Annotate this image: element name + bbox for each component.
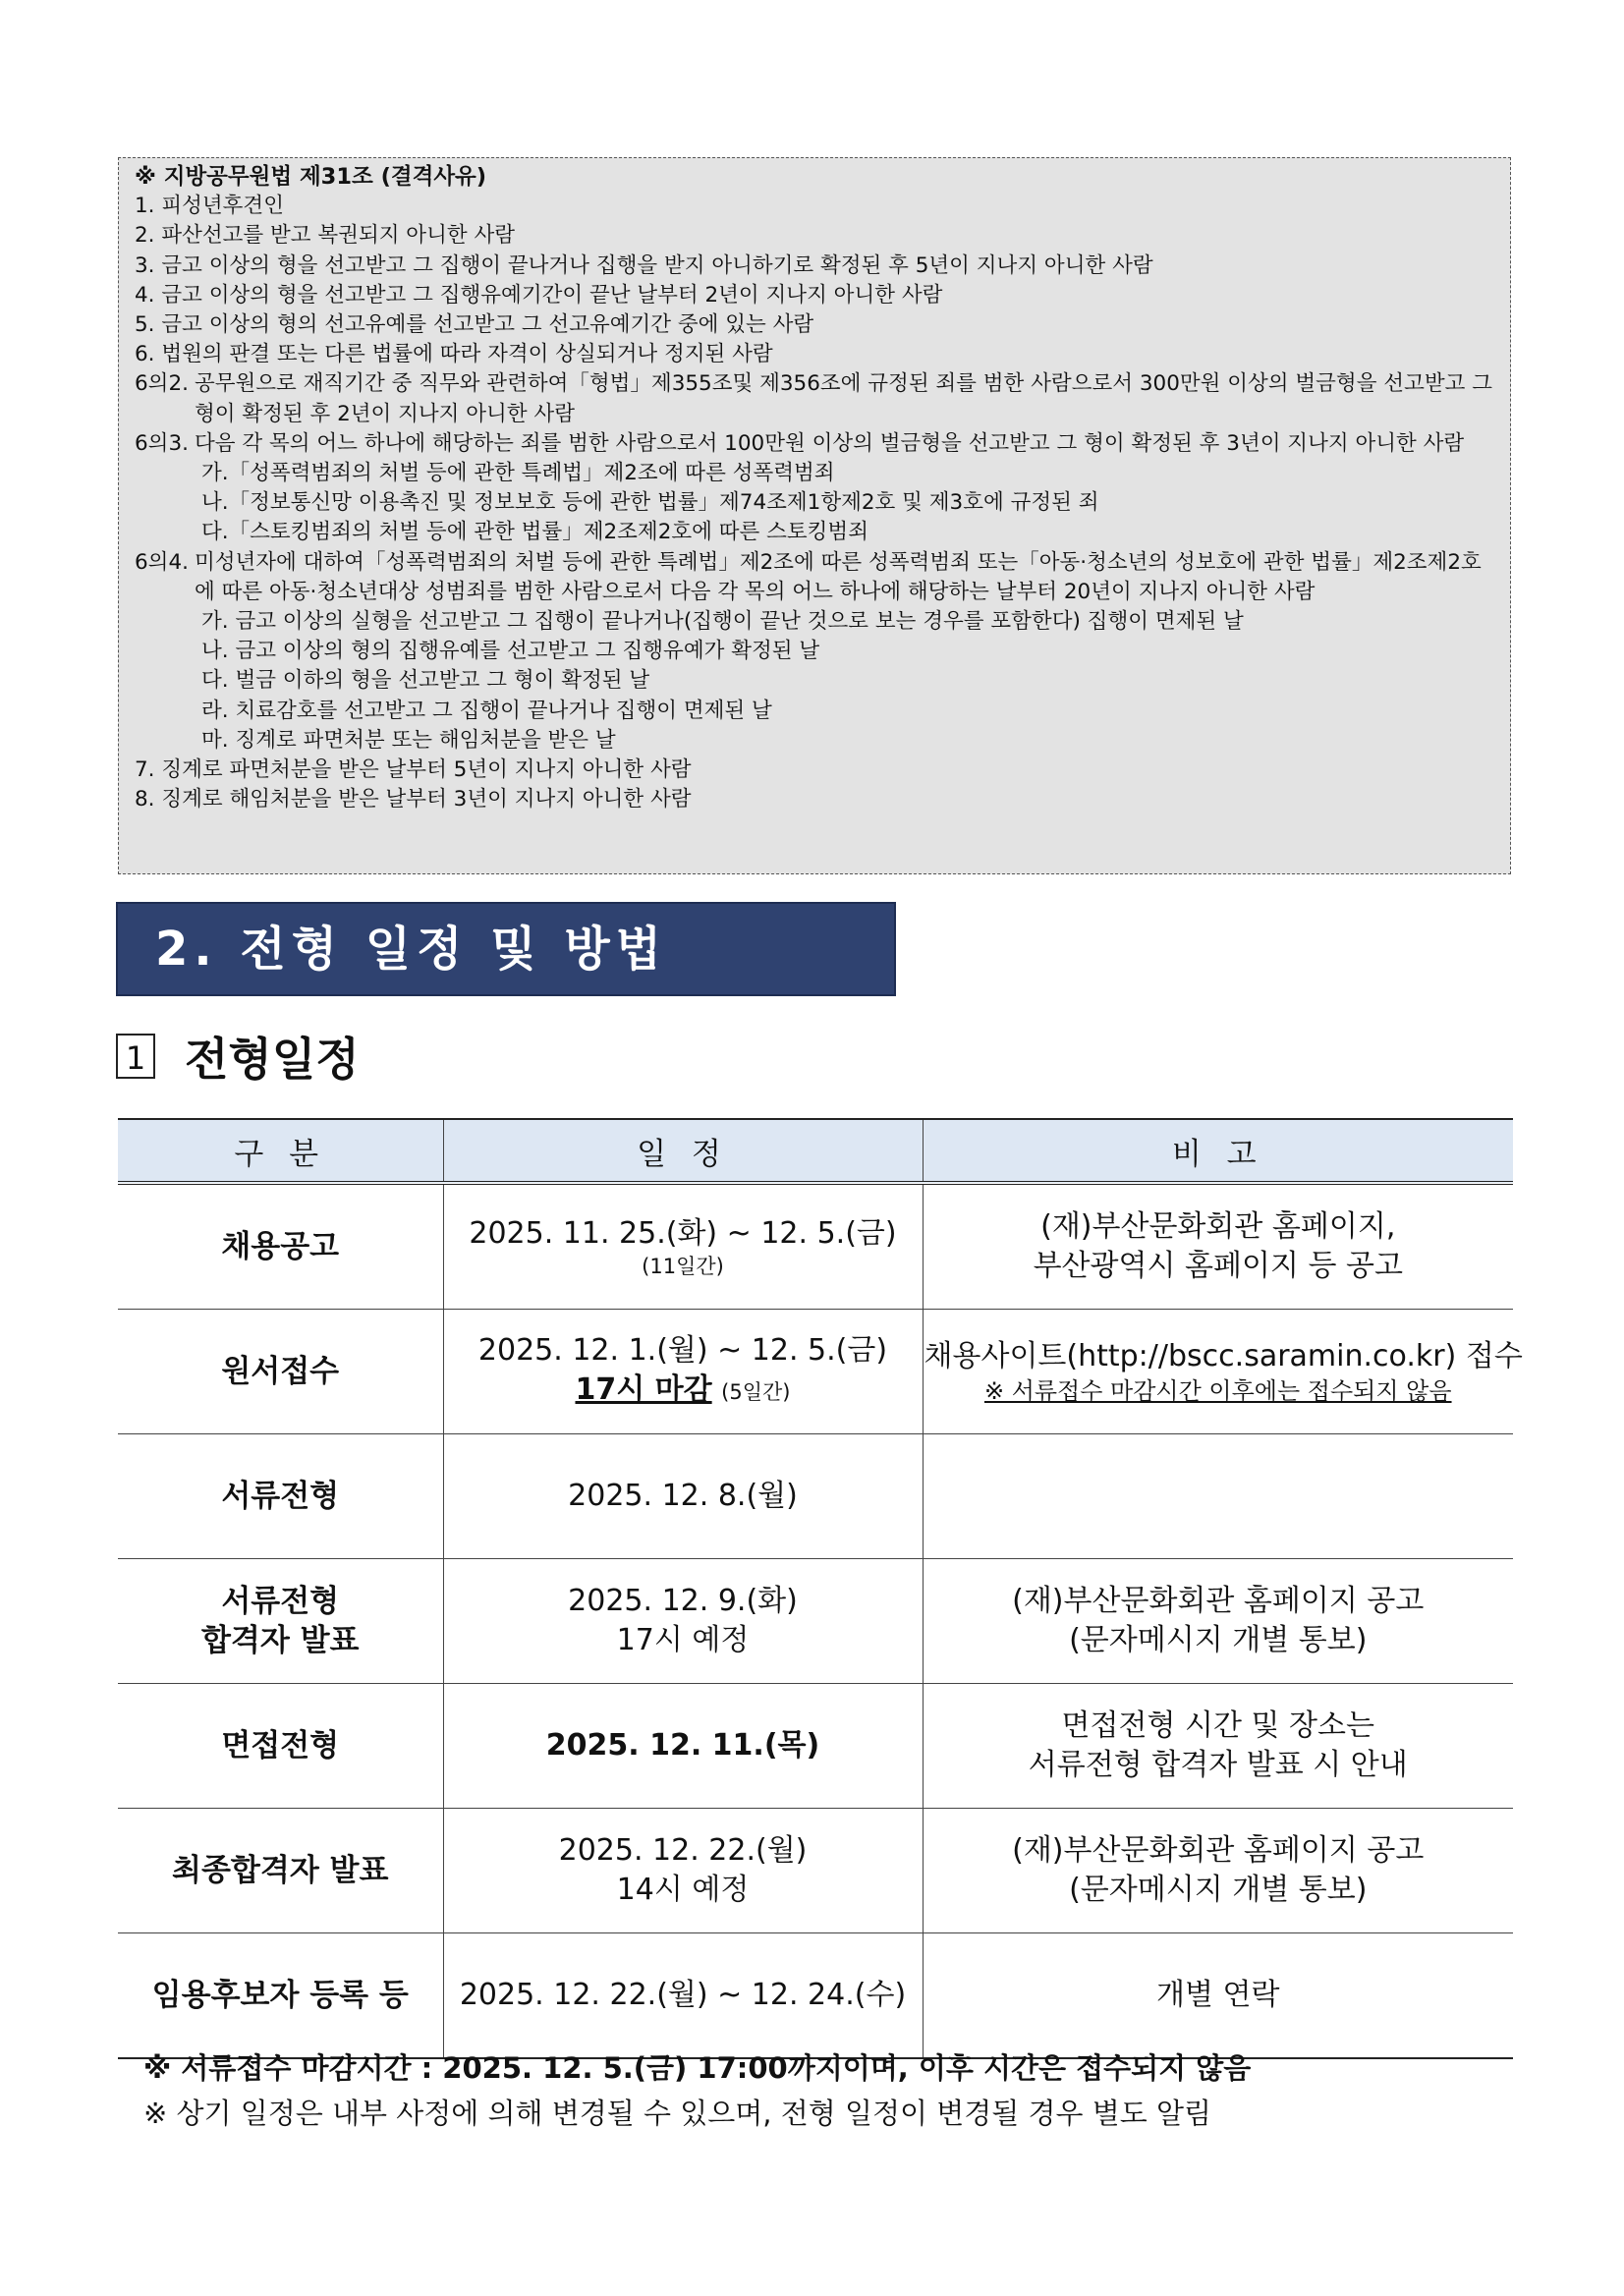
table-header-row [118,1119,1513,1183]
disqualification-item: 6. 법원의 판결 또는 다른 법률에 따라 자격이 상실되거나 정지된 사람 [135,342,773,367]
note-warning: ※ 서류접수 마감시간 이후에는 접수되지 않음 [983,1377,1452,1405]
row-note [923,1684,1513,1809]
note-line: 개별 연락 [1156,1978,1280,2012]
disqualification-item-6-2 [135,369,1496,428]
disqualification-subitem: 다.「스토킹범죄의 처벌 등에 관한 법률」제2조제2호에 따른 스토킹범죄 [201,520,868,545]
date-deadline-line [445,1371,922,1412]
disqualification-subitem: 다. 벌금 이하의 형을 선고받고 그 형이 확정된 날 [201,668,650,694]
note-line: 면접전형 시간 및 장소는 [1061,1708,1374,1743]
header-category: 구 분 [118,1119,443,1183]
date-text: 2025. 12. 1.(월) ~ 12. 5.(금) [477,1333,888,1368]
date-duration: (5일간) [721,1380,791,1404]
subsection-title: 전형일정 [185,1033,360,1086]
date-text: 2025. 12. 22.(월) ~ 12. 24.(수) [459,1978,907,2012]
disqualification-item: 3. 금고 이상의 형을 선고받고 그 집행이 끝나거나 집행을 받지 아니하기로 확정된 후 5년이 지나지 아니한 사람 [135,252,1153,278]
note-line: 채용사이트(http://bscc.saramin.co.kr) 접수 [924,1339,1523,1373]
row-date [443,1809,923,1933]
note-line: (재)부산문화회관 홈페이지, [1040,1209,1396,1244]
section-title: 2. 전형 일정 및 방법 [116,902,896,996]
row-note [923,1559,1513,1684]
row-date [443,1434,923,1559]
row-date [443,1559,923,1684]
table-row [118,1434,1513,1559]
disqualification-item-6-3 [135,429,1496,459]
header-note: 비 고 [923,1119,1513,1183]
note-line: 서류전형 합격자 발표 시 안내 [1028,1748,1408,1782]
disqualification-subitem: 가.「성폭력범죄의 처벌 등에 관한 특례법」제2조에 따른 성폭력범죄 [201,461,835,486]
row-category: 채용공고 [118,1183,443,1310]
note-line: (문자메시지 개별 통보) [1069,1623,1368,1657]
row-note [923,1809,1513,1933]
row-category [118,1559,443,1684]
item-text: 미성년자에 대하여「성폭력범죄의 처벌 등에 관한 특례법」제2조에 따른 성폭력범죄 또는「아동·청소년의 성보호에 관한 법률」제2조제2호에 따른 아동·청소년대상 성범죄를 범한 사람으로서 다음 각 목의 어느 하나에 해당하는 날부터 20년이 지나지 아니한 사람 [194,549,1482,604]
disqualification-title: ※ 지방공무원법 제31조 (결격사유) [135,164,487,190]
change-note: ※ 상기 일정은 내부 사정에 의해 변경될 수 있으며, 전형 일정이 변경될 경우 별도 알림 [143,2097,1212,2130]
row-date [443,1933,923,2059]
row-category: 면접전형 [118,1684,443,1809]
date-text: 2025. 12. 9.(화) [568,1584,798,1618]
date-text: 2025. 12. 22.(월) [558,1833,808,1868]
item-number: 6의2. [135,371,189,397]
table-row [118,1310,1513,1434]
row-note [923,1434,1513,1559]
subsection-number: 1 [116,1034,155,1079]
table-row [118,1684,1513,1809]
item-text: 공무원으로 재직기간 중 직무와 관련하여「형법」제355조및 제356조에 규정된 죄를 범한 사람으로서 300만원 이상의 벌금형을 선고받고 그 형이 확정된 후 2년이 지나지 아니한 사람 [194,371,1492,426]
deadline-note: ※ 서류접수 마감시간 : 2025. 12. 5.(금) 17:00까지이며, 이후 시간은 접수되지 않음 [143,2051,1252,2085]
disqualification-box [118,157,1511,874]
row-date [443,1684,923,1809]
date-time: 14시 예정 [616,1873,750,1907]
schedule-table [118,1118,1523,2059]
disqualification-item: 5. 금고 이상의 형의 선고유예를 선고받고 그 선고유예기간 중에 있는 사람 [135,312,814,338]
schedule-notes [143,2045,1251,2136]
date-duration: (11일간) [642,1255,724,1278]
item-number: 6의4. [135,549,189,575]
row-date [443,1183,923,1310]
date-deadline: 17시 마감 [575,1372,712,1407]
disqualification-item: 1. 피성년후견인 [135,194,284,219]
disqualification-item: 8. 징계로 해임처분을 받은 날부터 3년이 지나지 아니한 사람 [135,787,692,812]
table-row [118,1809,1513,1933]
row-category: 서류전형 [118,1434,443,1559]
header-date: 일 정 [443,1119,923,1183]
row-category: 원서접수 [118,1310,443,1434]
subsection-header [116,1022,360,1091]
date-text: 2025. 12. 8.(월) [568,1479,798,1513]
row-date [443,1310,923,1434]
date-text: 2025. 11. 25.(화) ~ 12. 5.(금) [469,1216,897,1251]
item-text: 다음 각 목의 어느 하나에 해당하는 죄를 범한 사람으로서 100만원 이상의 벌금형을 선고받고 그 형이 확정된 후 3년이 지나지 아니한 사람 [194,430,1465,456]
disqualification-subitem: 나. 금고 이상의 형의 집행유예를 선고받고 그 집행유예가 확정된 날 [201,639,820,664]
table-row [118,1933,1513,2059]
disqualification-item: 4. 금고 이상의 형을 선고받고 그 집행유예기간이 끝난 날부터 2년이 지나지 아니한 사람 [135,282,943,308]
table-row [118,1559,1513,1684]
note-line: (재)부산문화회관 홈페이지 공고 [1012,1833,1425,1868]
disqualification-item-6-4 [135,548,1496,607]
date-time: 17시 예정 [616,1623,750,1657]
item-number: 6의3. [135,430,189,456]
row-note [923,1933,1513,2059]
note-line: (문자메시지 개별 통보) [1069,1873,1368,1907]
disqualification-subitem: 라. 치료감호를 선고받고 그 집행이 끝나거나 집행이 면제된 날 [201,698,772,723]
category-line: 합격자 발표 [200,1623,360,1658]
row-category: 임용후보자 등록 등 [118,1933,443,2059]
date-text: 2025. 12. 11.(목) [545,1728,820,1763]
disqualification-subitem: 마. 징계로 파면처분 또는 해임처분을 받은 날 [201,727,616,753]
disqualification-subitem: 가. 금고 이상의 실형을 선고받고 그 집행이 끝나거나(집행이 끝난 것으로 보는 경우를 포함한다) 집행이 면제된 날 [201,609,1244,635]
row-note [923,1183,1513,1310]
row-note [923,1310,1523,1434]
note-line: (재)부산문화회관 홈페이지 공고 [1012,1584,1425,1618]
disqualification-item: 7. 징계로 파면처분을 받은 날부터 5년이 지나지 아니한 사람 [135,757,692,783]
category-line: 서류전형 [221,1584,340,1619]
note-line: 부산광역시 홈페이지 등 공고 [1033,1249,1403,1283]
table-row [118,1183,1513,1310]
disqualification-item: 2. 파산선고를 받고 복권되지 아니한 사람 [135,223,515,249]
disqualification-subitem: 나.「정보통신망 이용촉진 및 정보보호 등에 관한 법률」제74조제1항제2호 및 제3호에 규정된 죄 [201,490,1099,516]
row-category: 최종합격자 발표 [118,1809,443,1933]
